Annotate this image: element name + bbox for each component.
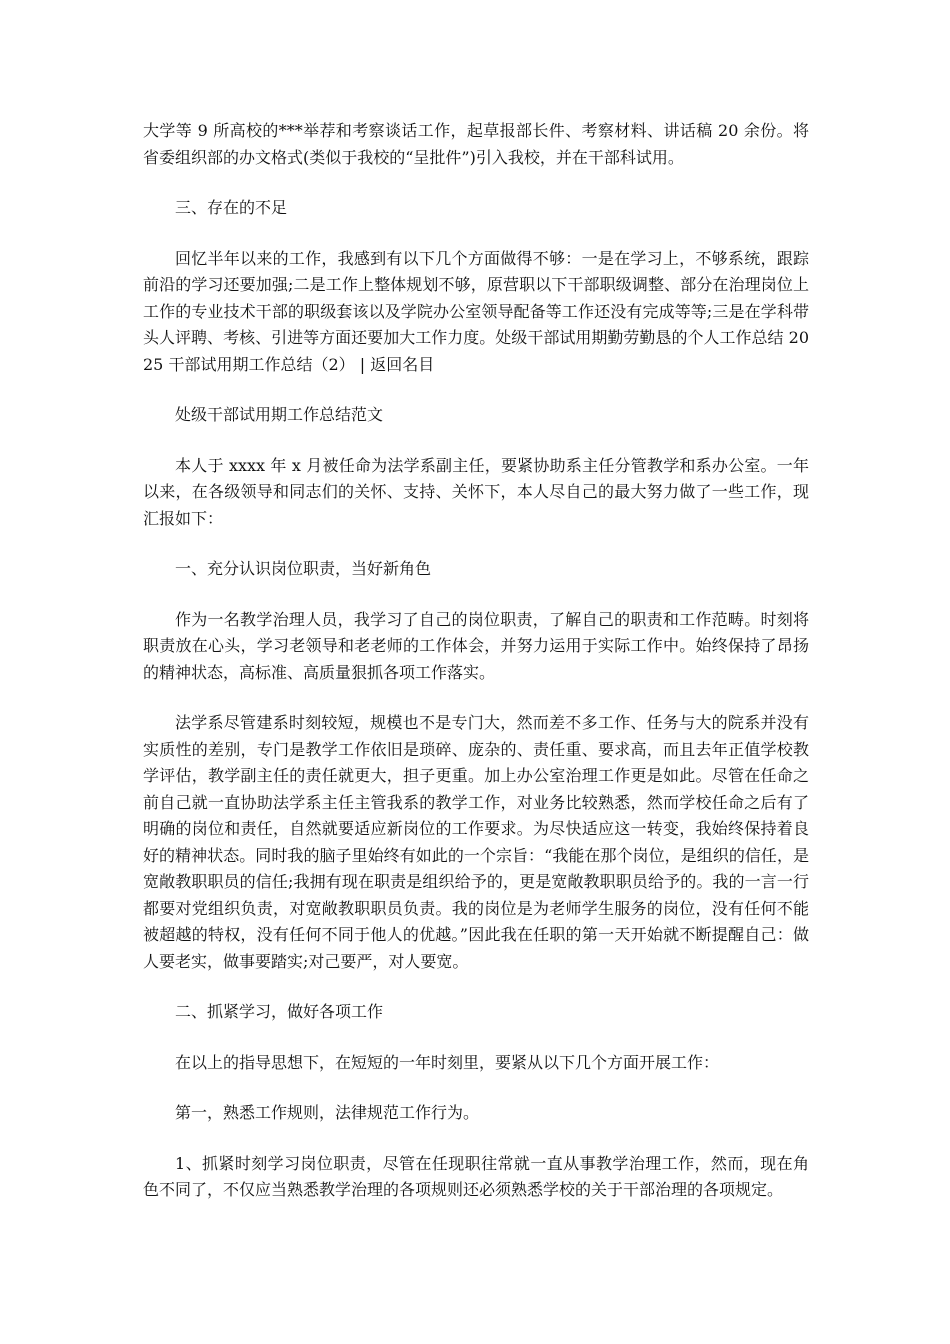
paragraph-intro: 本人于 xxxx 年 x 月被任命为法学系副主任，要紧协助系主任分管教学和系办公室。一年以来，在各级领导和同志们的关怀、支持、关怀下，本人尽自己的最大努力做了一些工作，现汇报如下：	[143, 455, 809, 528]
paragraph-department: 法学系尽管建系时刻较短，规模也不是专门大，然而差不多工作、任务与大的院系并没有实质性的差别，专门是教学工作依旧是琐碎、庞杂的、责任重、要求高，而且去年正值学校教学评估，教学副主任的责任就更大，担子更重。加上办公室治理工作更是如此。尽管在任命之前自己就一直协助法学系主任主管我系的教学工作，对业务比较熟悉，然而学校任命之后有了明确的岗位和责任，自然就要适应新岗位的工作要求。为尽快适应这一转变，我始终保持着良好的精神状态。同时我的脑子里始终有如此的一个宗旨：“我能在那个岗位，是组织的信任，是宽敞教职职员的信任;我拥有现在职责是组织给予的，更是宽敞教职职员给予的。我的一言一行都要对党组织负责，对宽敞教职职员负责。我的岗位是为老师学生服务的岗位，没有任何不能被超越的特权，没有任何不同于他人的优越。”因此我在任职的第一天开始就不断提醒自己：做人要老实，做事要踏实;对己要严，对人要宽。	[143, 713, 809, 971]
paragraph-guiding: 在以上的指导思想下，在短短的一年时刻里，要紧从以下几个方面开展工作：	[175, 1052, 720, 1072]
section-heading-1: 一、充分认识岗位职责，当好新角色	[175, 559, 432, 578]
section-heading-2: 二、抓紧学习，做好各项工作	[175, 1002, 384, 1021]
subheading-first: 第一，熟悉工作规则，法律规范工作行为。	[175, 1103, 480, 1122]
paragraph-continuation: 大学等 9 所高校的***举荐和考察谈话工作，起草报部长件、考察材料、讲话稿 20 余份。将省委组织部的办文格式(类似于我校的“呈批件”)引入我校，并在干部科试用。	[143, 121, 809, 167]
paragraph-shortcomings: 回忆半年以来的工作，我感到有以下几个方面做得不够：一是在学习上，不够系统，跟踪前沿的学习还要加强;二是工作上整体规划不够，原营职以下干部职级调整、部分在治理岗位上工作的专业技术干部的职级套该以及学院办公室领导配备等工作还没有完成等等;三是在学科带头人评聘、考核、引进等方面还要加大工作力度。处级干部试用期勤劳勤恳的个人工作总结 2025 干部试用期工作总结（2） | 返回名目	[143, 248, 809, 374]
document-title: 处级干部试用期工作总结范文	[175, 405, 384, 424]
document-page	[143, 118, 809, 1228]
paragraph-role: 作为一名教学治理人员，我学习了自己的岗位职责，了解自己的职责和工作范畴。时刻将职责放在心头，学习老领导和老老师的工作体会，并努力运用于实际工作中。始终保持了昂扬的精神状态，高标准、高质量狠抓各项工作落实。	[143, 609, 809, 682]
paragraph-item-1: 1、抓紧时刻学习岗位职责，尽管在任现职往常就一直从事教学治理工作，然而，现在角色不同了，不仅应当熟悉教学治理的各项规则还必须熟悉学校的关于干部治理的各项规定。	[143, 1153, 809, 1199]
section-heading-shortcomings: 三、存在的不足	[175, 198, 288, 217]
